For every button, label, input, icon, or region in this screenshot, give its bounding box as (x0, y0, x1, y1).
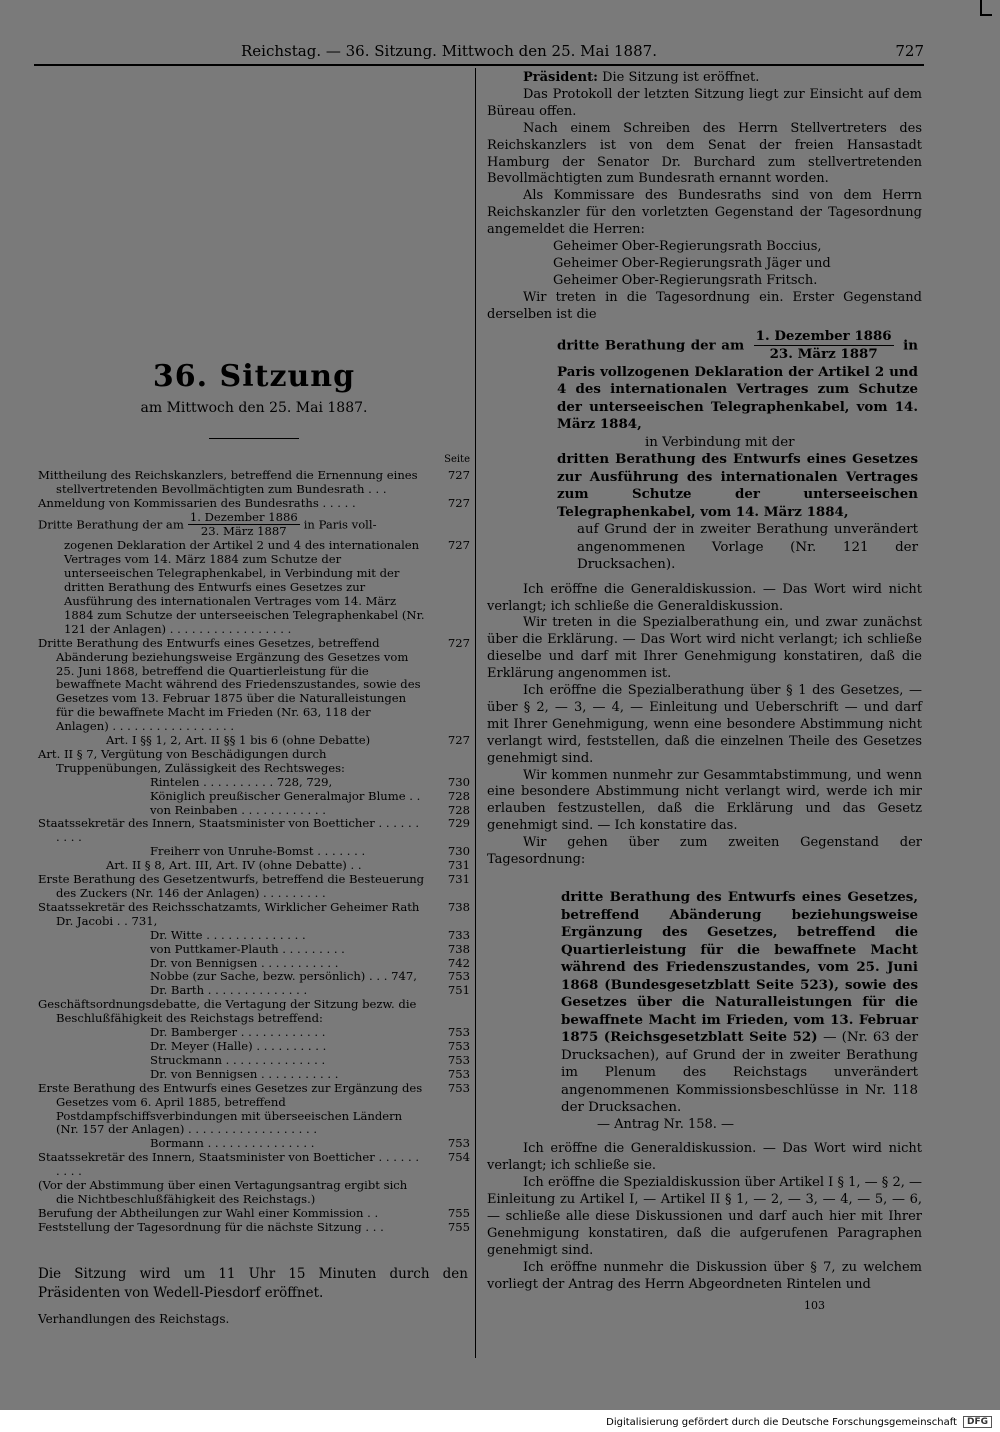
toc-entry (38, 539, 470, 636)
toc-entry (38, 943, 470, 957)
toc-entry-text: Dr. Bamberger . . . . . . . . . . . . (150, 1025, 326, 1040)
page-number: 727 (895, 42, 924, 60)
session-date: am Mittwoch den 25. Mai 1887. (140, 400, 368, 416)
toc-entry-text: Staatssekretär des Innern, Staatsminister von Boetticher . . . . . . . . . . (38, 816, 420, 845)
toc-page-number: 753 (447, 969, 470, 984)
toc-entry (38, 1179, 470, 1207)
page-corner-mark (980, 0, 992, 16)
dfg-logo: DFG (963, 1416, 992, 1428)
toc-page-number: 753 (447, 1052, 470, 1067)
column-divider (475, 68, 476, 1358)
speaker-label: Präsident: (523, 70, 598, 85)
toc-entry-text: Anmeldung von Kommissarien des Bundesraths . . . . . (38, 495, 356, 510)
toc-entry (38, 817, 470, 845)
toc-page-number: 753 (447, 1080, 470, 1095)
toc-entry (38, 984, 470, 998)
toc-page-number: 755 (447, 1205, 470, 1220)
digitization-credit (606, 1416, 992, 1428)
toc-entry-text: Staatssekretär des Innern, Staatsminister von Boetticher . . . . . . . . . . (38, 1150, 420, 1179)
toc-entry-text: Dr. Barth . . . . . . . . . . . . . . (150, 983, 308, 998)
toc-page-number: 727 (447, 538, 470, 553)
toc-page-number: 753 (447, 1025, 470, 1040)
date-fraction: $\frac{\text{1. Dezember 1886}}{\text{23. März 1887}}$ (755, 327, 892, 363)
running-header (34, 38, 924, 60)
toc-entry (38, 957, 470, 971)
toc-page-number: 738 (447, 899, 470, 914)
toc-page-number: 727 (447, 495, 470, 510)
signature-number: 103 (804, 1298, 825, 1312)
paragraph: Ich eröffne die Generaldiskussion. — Das Wort wird nicht verlangt; ich schließe sie. (487, 1141, 922, 1174)
toc-entry-text: Erste Berathung des Entwurfs eines Gesetzes zur Ergänzung des Gesetzes vom 6. April 1885, betreffend Postdampfschiffsverbindungen mit überseeischen Ländern (Nr. 157 der Anlagen) . . . . . . . . . . . . . . . . . . (38, 1080, 423, 1137)
toc-entry (38, 901, 470, 929)
toc-page-number: 753 (447, 1038, 470, 1053)
toc-page-number: 727 (447, 635, 470, 650)
toc-entry (38, 998, 470, 1026)
paragraph: Wir treten in die Spezialberathung ein, und zwar zunächst über die Erklärung. — Das Wort wird nicht verlangt; ich schließe dieselbe und darf mit Ihrer Genehmigung konstatiren, daß die Erklärung angenommen ist. (487, 615, 922, 682)
paragraph: Als Kommissare des Bundesraths sind von dem Herrn Reichskanzler für den vorletzten Gegenstand der Tagesordnung angemeldet die Herren: (487, 188, 922, 238)
toc-page-number: 730 (447, 774, 470, 789)
toc-entry-text: zogenen Deklaration der Artikel 2 und 4 des internationalen Vertrages vom 14. März 1884 zum Schutze der unterseeischen Telegraphenkabel, in Verbindung mit der dritten Berathung des Entwurfs eines Gesetzes zur Ausführung des internationalen Vertrages vom 14. März 1884 zum Schutze der unterseeischen Telegraphenkabel (Nr. 121 der Anlagen) . . . . . . . . . . . . . . . . . (64, 538, 425, 636)
toc-entry (38, 970, 470, 984)
opening-statement: Die Sitzung wird um 11 Uhr 15 Minuten durch den Präsidenten von Wedell-Piesdorf eröffnet. (38, 1265, 468, 1301)
credit-text: Digitalisierung gefördert durch die Deutsche Forschungsgemeinschaft (606, 1416, 957, 1428)
paragraph: Wir treten in die Tagesordnung ein. Erster Gegenstand derselben ist die (487, 289, 922, 322)
toc-page-number: 731 (447, 858, 470, 873)
toc-entry (38, 1082, 470, 1138)
toc-entry-text: Berufung der Abtheilungen zur Wahl einer Kommission . . (38, 1205, 379, 1220)
toc-entry-text: Bormann . . . . . . . . . . . . . . . (150, 1136, 315, 1151)
left-column (38, 70, 470, 1327)
agenda-item-1: dritte Berathung der am $\frac{\text{1. Dezember 1886}}{\text{23. März 1887}}$ in Paris vollzogenen Deklaration der Artikel 2 und 4 des internationalen Vertrages zum Schutze der unterseeischen Telegraphenkabel, vom 14. März 1884, in Verbindung mit der dritten Berathung des Entwurfs eines Gesetzes zur Ausführung des internationalen Vertrages zum Schutze der unterseeischen Telegraphenkabel, vom 14. März 1884, auf Grund der in zweiter Berathung unverändert angenommenen Vorlage (Nr. 121 der Drucksachen). (557, 327, 918, 573)
seite-label: Seite (444, 453, 470, 465)
toc-page-number: 753 (447, 1066, 470, 1081)
toc-entry-text: Dritte Berathung des Entwurfs eines Gesetzes, betreffend Abänderung beziehungsweise Ergänzung des Gesetzes vom 25. Juni 1868, betreffend die Quartierleistung für die bewaffnete Macht während des Friedenszustandes, sowie des Gesetzes vom 13. Februar 1875 über die Naturalleistungen für die bewaffnete Macht im Frieden (Nr. 63, 118 der Anlagen) . . . . . . . . . . . . . . . . . (38, 635, 421, 734)
toc-entry-text: Rintelen . . . . . . . . . . 728, 729, (150, 774, 333, 789)
title-rule (209, 438, 299, 439)
right-column (487, 70, 922, 1314)
toc-page-number: 754 (447, 1150, 470, 1165)
paragraph: Wir kommen nunmehr zur Gesammtabstimmung, und wenn eine besondere Abstimmung nicht verlangt wird, werde ich mir erlauben festzustellen, daß die Erklärung und das Gesetz genehmigt sind. — Ich konstatire das. (487, 767, 922, 834)
toc-entry (38, 790, 470, 804)
toc-entry (38, 845, 470, 859)
date-fraction: $\frac{\text{1. Dezember 1886}}{\text{23. März 1887}}$ (189, 509, 298, 539)
session-title: 36. Sitzung (152, 359, 356, 394)
toc-entry-text: Art. II § 7, Vergütung von Beschädigungen durch Truppenübungen, Zulässigkeit des Rechtsweges: (38, 746, 345, 775)
commissioner-list (487, 239, 922, 290)
toc-entry-text: Feststellung der Tagesordnung für die nächste Sitzung . . . (38, 1219, 384, 1234)
paragraph: Ich eröffne die Generaldiskussion. — Das Wort wird nicht verlangt; ich schließe die Generaldiskussion. (487, 581, 922, 614)
antrag-note: — Antrag Nr. 158. — (597, 1116, 735, 1132)
toc-entry (38, 1207, 470, 1221)
paragraph: Nach einem Schreiben des Herrn Stellvertreters des Reichskanzlers ist von dem Senat der freien Hansastadt Hamburg der Senator Dr. Burchard zum stellvertretenden Bevollmächtigten zum Bundesrath ernannt worden. (487, 120, 922, 187)
toc-entry-text: Mittheilung des Reichskanzlers, betreffend die Ernennung eines stellvertretenden Bevollmächtigten zum Bundesrath . . . (38, 467, 418, 496)
toc-entry (38, 929, 470, 943)
list-item: Geheimer Ober-Regierungsrath Jäger und (553, 255, 831, 271)
agenda-item-2: dritte Berathung des Entwurfs eines Gesetzes, betreffend Abänderung beziehungsweise Ergänzung des Gesetzes, betreffend die Quartierleistung für die bewaffnete Macht während des Friedenszustandes, vom 25. Juni 1868 (Bundesgesetzblatt Seite 523), sowie des Gesetzes über die Naturalleistungen für die bewaffnete Macht im Frieden, vom 13. Februar 1875 (Reichsgesetzblatt Seite 52) — (Nr. 63 der Drucksachen), auf Grund der in zweiter Berathung im Plenum des Reichstags unverändert angenommenen Kommissionsbeschlüsse in Nr. 118 der Drucksachen. (561, 889, 918, 1115)
paragraph: Ich eröffne die Spezialberathung über § 1 des Gesetzes, — über § 2, — 3, — 4, — Einleitung und Ueberschrift — und darf mit Ihrer Genehmigung, wenn eine besondere Abstimmung nicht verlangt wird, feststellen, daß die einzelnen Theile des Gesetzes genehmigt sind. (487, 683, 922, 766)
toc-entry (38, 1068, 470, 1082)
toc-page-number: 727 (447, 467, 470, 482)
toc-entry-text: (Vor der Abstimmung über einen Vertagungsantrag ergibt sich die Nichtbeschlußfähigkeit des Reichstags.) (38, 1178, 408, 1206)
toc-page-number: 728 (447, 802, 470, 817)
toc-page-number: 742 (447, 955, 470, 970)
toc-entry (38, 1151, 470, 1179)
header-rule (34, 64, 924, 66)
toc-entry-text: von Reinbaben . . . . . . . . . . . . (150, 802, 326, 817)
paragraph: Präsident: Die Sitzung ist eröffnet. (523, 70, 760, 85)
list-item: Geheimer Ober-Regierungsrath Fritsch. (553, 272, 818, 288)
paragraph: Ich eröffne nunmehr die Diskussion über § 7, zu welchem vorliegt der Antrag des Herrn Abgeordneten Rintelen und (487, 1259, 922, 1292)
paragraph: Wir gehen über zum zweiten Gegenstand der Tagesordnung: (487, 835, 922, 868)
toc-page-number: 738 (447, 941, 470, 956)
toc-page-number: 733 (447, 927, 470, 942)
toc-entry-text: Erste Berathung des Gesetzentwurfs, betreffend die Besteuerung des Zuckers (Nr. 146 der Anlagen) . . . . . . . . . (38, 872, 425, 900)
toc-entry (38, 734, 470, 748)
toc-page-number: 731 (447, 872, 470, 887)
toc-entry-text: Staatssekretär des Reichsschatzamts, Wirklicher Geheimer Rath Dr. Jacobi . . 731, (38, 899, 420, 928)
toc-entry-text: von Puttkamer-Plauth . . . . . . . . . (150, 941, 345, 956)
toc-page-number: 755 (447, 1219, 470, 1234)
toc-entry (38, 469, 470, 497)
toc-entry (38, 804, 470, 818)
toc-entry (38, 511, 470, 540)
toc-entry (38, 637, 470, 734)
toc-entry (38, 748, 470, 776)
toc-page-number: 727 (447, 733, 470, 748)
toc-entry-text: Dr. Meyer (Halle) . . . . . . . . . . (150, 1038, 327, 1053)
toc-entry-text: Dr. Witte . . . . . . . . . . . . . . (150, 927, 306, 942)
toc-entry-text: Freiherr von Unruhe-Bomst . . . . . . . (150, 844, 366, 859)
table-of-contents (38, 469, 470, 1235)
toc-entry-text: Geschäftsordnungsdebatte, die Vertagung der Sitzung bezw. die Beschlußfähigkeit des Reichstags betreffend: (38, 997, 417, 1026)
toc-entry-text: Dr. von Bennigsen . . . . . . . . . . . (150, 955, 339, 970)
toc-entry (38, 873, 470, 901)
toc-entry (38, 1221, 470, 1235)
toc-entry (38, 497, 470, 511)
toc-entry-text: Dr. von Bennigsen . . . . . . . . . . . (150, 1066, 339, 1081)
toc-entry (38, 1026, 470, 1040)
toc-entry-text: Art. I §§ 1, 2, Art. II §§ 1 bis 6 (ohne Debatte) (106, 733, 371, 748)
toc-page-number: 751 (447, 983, 470, 998)
running-title: Reichstag. — 36. Sitzung. Mittwoch den 25. Mai 1887. (241, 42, 657, 60)
toc-entry-text: Struckmann . . . . . . . . . . . . . . (150, 1052, 326, 1067)
left-footer: Verhandlungen des Reichstags. (38, 1311, 230, 1326)
toc-page-number: 729 (447, 816, 470, 831)
toc-page-number: 730 (447, 844, 470, 859)
toc-entry (38, 1040, 470, 1054)
toc-entry-text: Königlich preußischer Generalmajor Blume . . (150, 788, 421, 803)
toc-page-number: 753 (447, 1136, 470, 1151)
toc-entry-text: Art. II § 8, Art. III, Art. IV (ohne Debatte) . . (106, 858, 362, 873)
toc-entry (38, 1137, 470, 1151)
paragraph: Ich eröffne die Spezialdiskussion über Artikel I § 1, — § 2, — Einleitung zu Artikel I, — Artikel II § 1, — 2, — 3, — 4, — 5, — 6, — schließe alle diese Diskussionen und darf auch hier mit Ihrer Genehmigung konstatiren, daß die aufgerufenen Paragraphen genehmigt sind. (487, 1175, 922, 1258)
toc-entry-text: Nobbe (zur Sache, bezw. persönlich) . . . 747, (150, 969, 417, 984)
toc-entry (38, 1054, 470, 1068)
toc-page-number: 728 (447, 788, 470, 803)
toc-entry (38, 859, 470, 873)
toc-entry-text: Dritte Berathung der am $\frac{\text{1. Dezember 1886}}{\text{23. März 1887}}$ in Paris voll- (38, 509, 377, 539)
toc-entry (38, 776, 470, 790)
list-item: Geheimer Ober-Regierungsrath Boccius, (553, 239, 822, 255)
paragraph: Das Protokoll der letzten Sitzung liegt zur Einsicht auf dem Büreau offen. (487, 86, 922, 119)
